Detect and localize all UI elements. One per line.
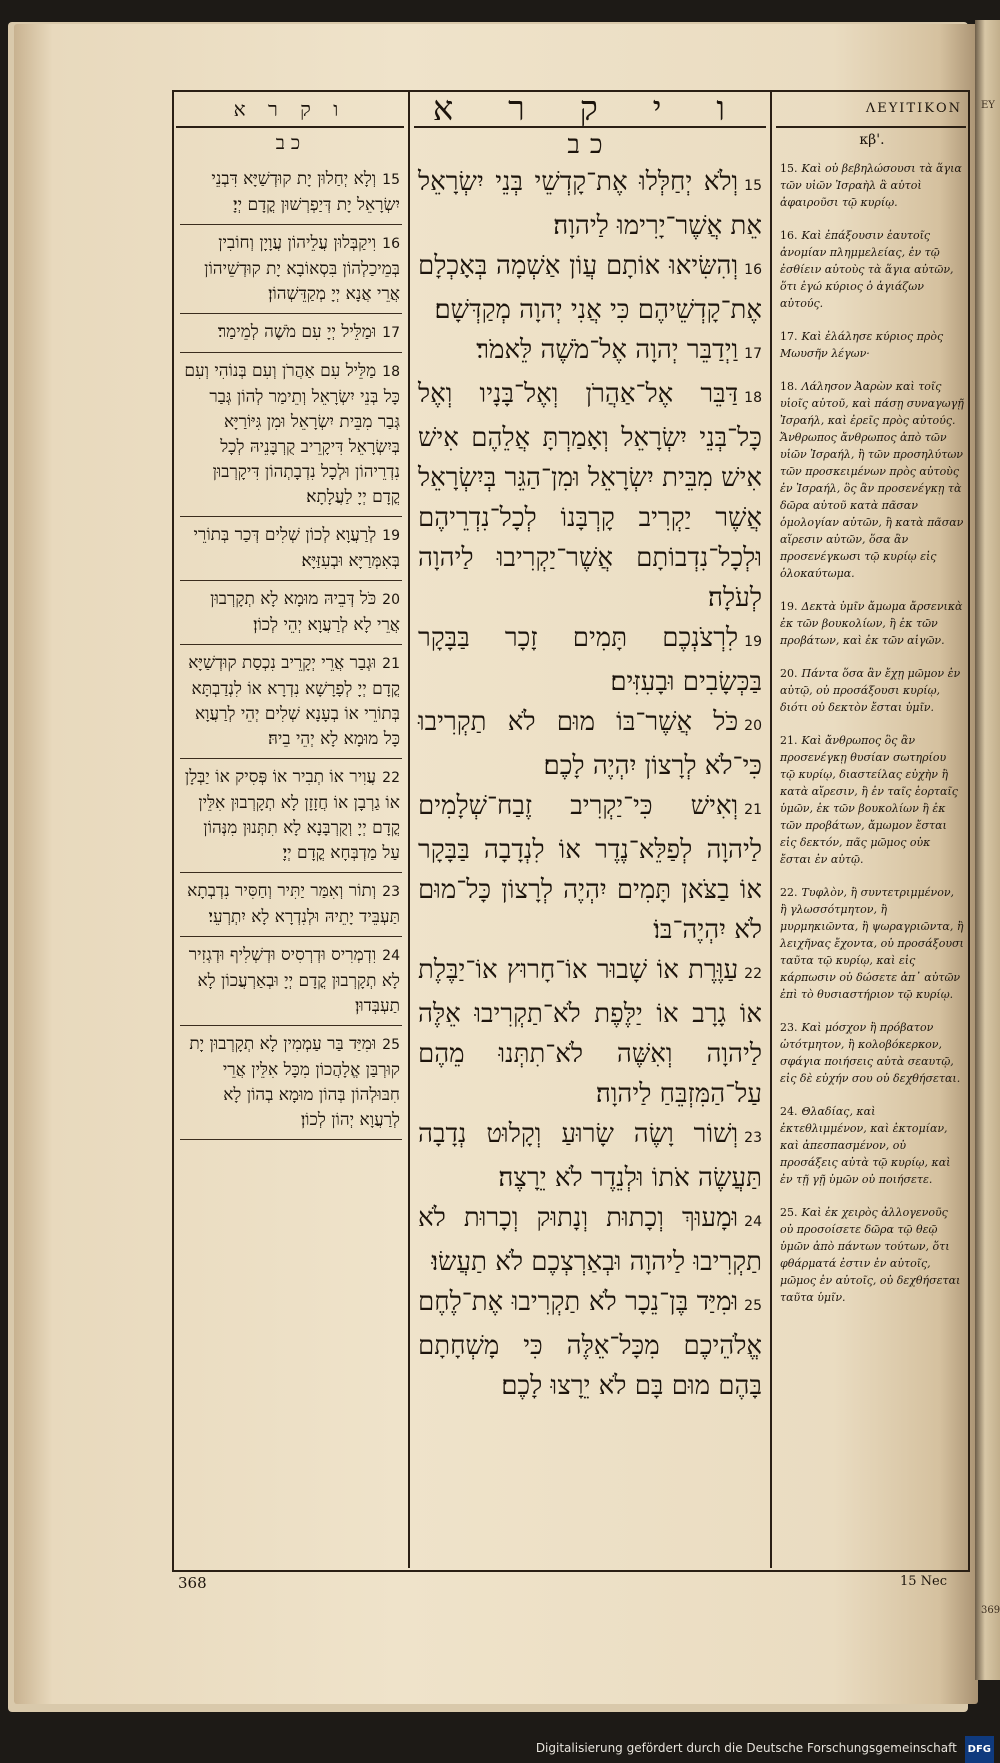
column-rule <box>408 92 410 1568</box>
verse-text: וְתוֹר וְאִמַּר יַתִּיר וְחַסִּיר נִדְבְתָא תַּעְבֵּיד יָתֵיהּ וּלְנִדְרָא לָא יִתְרְעֵי׃ <box>187 881 400 927</box>
verse-text: וְאִישׁ כִּי־יַקְרִיב זֶבַח־שְׁלָמִים לַיהוָה לְפַלֵּא־נֶדֶר אוֹ לִנְדָבָה בַּבָּקָר אוֹ בַצֹּאן תָּמִים יִהְיֶה לְרָצוֹן כָּל־מוּם לֹא יִהְיֶה־בּוֹ׃ <box>418 791 762 945</box>
verse-text: וּמִיַּד בֶּן־נֵכָר לֹא תַקְרִיבוּ אֶת־לֶחֶם אֱלֹהֵיכֶם מִכָּל־אֵלֶּה כִּי מָשְׁחָתָם בָּהֶם מוּם בָּם לֹא יֵרָצוּ לָכֶם׃ <box>418 1287 762 1401</box>
verse-text: וְשׁוֹר וָשֶׂה שָׂרוּעַ וְקָלוּט נְדָבָה תַּעֲשֶׂה אֹתוֹ וּלְנֵדֶר לֹא יֵרָצֶה׃ <box>418 1119 762 1193</box>
verse-number: 20 <box>382 592 400 608</box>
verse-number: 17. <box>780 330 798 343</box>
verse-number: 21 <box>744 802 762 818</box>
next-page-number: 369 <box>981 1605 1000 1616</box>
verse-number: 25 <box>382 1037 400 1053</box>
verse <box>780 322 964 372</box>
verse-number: 20 <box>744 718 762 734</box>
verse <box>180 581 402 645</box>
verse-text: וַיְדַבֵּר יְהוָה אֶל־מֹשֶׁה לֵּאמֹר׃ <box>476 335 739 365</box>
verse-number: 18 <box>382 364 400 380</box>
verse-text: וּגְבַר אֲרֵי יְקָרֵיב נִכְסַת קוּדְשַׁיָּא קֳדָם יְיָ לְפָרָשָׁא נִדְרָא אוֹ לִנְדַבְתָּא בְּתוֹרֵי אוֹ בְעָנָא שְׁלִים יְהֵי לְרַעֲוָא כָּל מוּמָא לָא יְהֵי בֵיהּ׃ <box>188 653 400 749</box>
verse-number: 24 <box>744 1214 762 1230</box>
targum-column <box>180 130 402 1140</box>
verse-text: כֹּל דְּבֵיהּ מוּמָא לָא תְקָרְבוּן אֲרֵי לָא לְרַעֲוָא יְהֵי לְכוֹן׃ <box>210 589 400 635</box>
verse-number: 16. <box>780 229 798 242</box>
verse-text: לִרְצֹנְכֶם תָּמִים זָכָר בַּבָּקָר בַּכְּשָׂבִים וּבָעִזִּים׃ <box>418 623 762 697</box>
verse <box>780 1198 964 1316</box>
verse <box>180 517 402 581</box>
verse-text: לְרַעֲוָא לְכוֹן שְׁלִים דְּכַר בְּתוֹרֵי בְּאִמְּרַיָּא וּבְעִזַּיָּא׃ <box>193 525 400 571</box>
verse-text: Καὶ ἄνθρωπος ὃς ἂν προσενέγκῃ θυσίαν σωτηρίου τῷ κυρίῳ, διαστείλας εὐχὴν ἢ κατὰ αἵρεσιν, ἢ ἐν ταῖς ἑορταῖς ὑμῶν, ἐκ τῶν βουκολίων ἢ ἐκ τῶν προβάτων, ἄμωμον ἔσται εἰς δεκτόν, πᾶς μῶμος οὐκ ἔσται ἐν αὐτῷ. <box>780 734 958 866</box>
verse-text: וְהִשִּׂיאוּ אוֹתָם עֲוֹן אַשְׁמָה בְּאָכְלָם אֶת־קָדְשֵׁיהֶם כִּי אֲנִי יְהוָה מְקַדְּשָׁם׃ <box>418 251 762 325</box>
verse <box>418 950 762 1114</box>
verse-number: 18 <box>744 390 762 406</box>
verse-text: Καὶ ἐλάλησε κύριος πρὸς Μωυσῆν λέγων· <box>780 330 944 360</box>
verse-text: עַוֶּרֶת אוֹ שָׁבוּר אוֹ־חָרוּץ אוֹ־יַבֶּלֶת אוֹ גָרָב אוֹ יַלֶּפֶת לֹא־תַקְרִיבוּ אֵלֶּה לַיהוָה וְאִשֶּׁה לֹא־תִתְּנוּ מֵהֶם עַל־הַמִּזְבֵּחַ לַיהוָה׃ <box>418 955 762 1109</box>
verse-number: 15 <box>382 172 400 188</box>
verse <box>418 618 762 702</box>
verse-text: Πάντα ὅσα ἂν ἔχῃ μῶμον ἐν αὐτῷ, οὐ προσάξουσι κυρίῳ, διότι οὐ δεκτὸν ἔσται ὑμῖν. <box>780 667 961 714</box>
verse-text: Καὶ οὐ βεβηλώσουσι τὰ ἅγια τῶν υἱῶν Ἰσραὴλ ἃ αὐτοὶ ἀφαιροῦσι τῷ κυρίῳ. <box>780 162 962 209</box>
targum-header: ו ק ר א <box>176 92 404 128</box>
dfg-logo: DFG <box>965 1736 994 1763</box>
verse <box>418 1198 762 1282</box>
verse <box>180 314 402 353</box>
verse-text: וּמַלֵּיל יְיָ עִם מֹשֶׁה לְמֵימַר׃ <box>217 322 377 342</box>
verse-text: וּמָעוּךְ וְכָתוּת וְנָתוּק וְכָרוּת לֹא תַקְרִיבוּ לַיהוָה וּבְאַרְצְכֶם לֹא תַעֲשׂוּ׃ <box>418 1203 762 1277</box>
verse-list <box>418 162 762 1406</box>
verse-number: 24 <box>382 948 400 964</box>
verse-number: 19 <box>382 528 400 544</box>
verse-number: 17 <box>744 346 762 362</box>
page-number: 368 <box>178 1574 207 1592</box>
verse <box>180 937 402 1026</box>
verse <box>418 786 762 950</box>
greek-header: ΛΕΥΙΤΙΚΟΝ <box>776 92 966 128</box>
verse-number: 21 <box>382 656 400 672</box>
verse-text: כֹּל אֲשֶׁר־בּוֹ מוּם לֹא תַקְרִיבוּ כִּי־לֹא לְרָצוֹן יִהְיֶה לָכֶם׃ <box>418 707 762 781</box>
verse <box>180 161 402 225</box>
verse-text: מַלֵּיל עִם אַהֲרֹן וְעִם בְּנוֹהִי וְעִם כָּל בְּנֵי יִשְׂרָאֵל וְתֵימַר לְהוֹן גְּבַר גְּבַר מִבֵּית יִשְׂרָאֵל וּמִן גִּיּוֹרַיָּא בְּיִשְׂרָאֵל דִּיקָרֵיב קֻרְבָּנֵיהּ לְכָל נִדְרֵיהוֹן וּלְכָל נִדְבָתְהוֹן דִּיקָרְבוּן קֳדָם יְיָ לַעֲלָתָא׃ <box>184 361 400 507</box>
verse-number: 19. <box>780 600 798 613</box>
verse-text: וּמִיַּד בַּר עַמְמִין לָא תְקָרְבוּן יָת קוּרְבַּן אֱלָהֲכוֹן מִכָּל אִלֵּין אֲרֵי חִבּוּלְהוֹן בְּהוֹן מוּמָא בְהוֹן לָא לְרַעֲוָא יְהוֹן לְכוֹן׃ <box>189 1034 400 1130</box>
verse <box>180 225 402 314</box>
verse <box>180 1026 402 1140</box>
verse-text: Καὶ ἐπάξουσιν ἑαυτοῖς ἀνομίαν πλημμελείας, ἐν τῷ ἐσθίειν αὐτοὺς τὰ ἅγια αὐτῶν, ὅτι ἐγώ κύριος ὁ ἁγιάζων αὐτούς. <box>780 229 954 310</box>
verse <box>418 330 762 374</box>
verse <box>418 1114 762 1198</box>
verse <box>780 1013 964 1097</box>
next-page-edge <box>975 20 1000 1680</box>
verse-text: Δεκτὰ ὑμῖν ἄμωμα ἄρσενικὰ ἐκ τῶν βουκολίων, ἢ ἐκ τῶν προβάτων, καὶ ἐκ τῶν αἰγῶν. <box>780 600 963 647</box>
verse-number: 23 <box>744 1130 762 1146</box>
verse-text: דַּבֵּר אֶל־אַהֲרֹן וְאֶל־בָּנָיו וְאֶל כָּל־בְּנֵי יִשְׂרָאֵל וְאָמַרְתָּ אֲלֵהֶם אִישׁ אִישׁ מִבֵּית יִשְׂרָאֵל וּמִן־הַגֵּר בְּיִשְׂרָאֵל אֲשֶׁר יַקְרִיב קָרְבָּנוֹ לְכָל־נִדְרֵיהֶם וּלְכָל־נִדְבוֹתָם אֲשֶׁר־יַקְרִיבוּ לַיהוָה לְעֹלָה׃ <box>418 379 762 613</box>
verse-list <box>780 154 964 1316</box>
verse-list <box>180 161 402 1140</box>
verse-text: וְלָא יְחַלוּן יָת קוּדְשַׁיָּא דִּבְנֵי יִשְׂרָאֵל יָת דְּיַפְרְשׁוּן קֳדָם יְיָ׃ <box>211 169 400 215</box>
chapter-number: κβ'. <box>859 132 885 148</box>
verse <box>418 246 762 330</box>
verse <box>780 1097 964 1198</box>
verse <box>780 659 964 726</box>
verse-number: 21. <box>780 734 798 747</box>
verse <box>180 353 402 517</box>
verse <box>180 873 402 937</box>
verse-text: וְלֹא יְחַלְּלוּ אֶת־קָדְשֵׁי בְּנֵי יִשְׂרָאֵל אֵת אֲשֶׁר־יָרִימוּ לַיהוָה׃ <box>418 167 762 241</box>
verse <box>780 154 964 221</box>
verse-text: Καὶ ἐκ χειρὸς ἀλλογενοῦς οὐ προσοίσετε δῶρα τῷ θεῷ ὑμῶν ἀπὸ πάντων τούτων, ὅτι φθάρματά ἐστιν ἐν αὐτοῖς, μῶμος ἐν αὐτοῖς, οὐ δεχθήσεται ταῦτα ὑμῖν. <box>780 1206 961 1304</box>
verse-text: עֲוִיר אוֹ תְבִיר אוֹ פְּסִיק אוֹ יַבְּלָן אוֹ גַרְבָן אוֹ חֲזָזָן לָא תְקָרְבוּן אִלֵּין קֳדָם יְיָ וְקֻרְבָּנָא לָא תִתְּנוּן מִנְּהוֹן עַל מַדְבְּחָא קֳדָם יְיָ׃ <box>184 767 400 863</box>
verse <box>780 592 964 659</box>
verse-text: וִדְמְרִיס וּדְרְסִיס וּדְשְׁלִיף וּדְגְזִיר לָא תְקָרְבוּן קֳדָם יְיָ וּבְאַרְעֲכוֹן לָא תַעְבְּדוּן׃ <box>188 945 400 1016</box>
verse-text: Καὶ μόσχον ἢ πρόβατον ὠτότμητον, ἢ κολοβόκερκον, σφάγια ποιήσεις αὐτὰ σεαυτῷ, εἰς δὲ εὐχήν σου οὐ δεχθήσεται. <box>780 1021 961 1085</box>
verse-number: 22 <box>744 966 762 982</box>
verse-number: 25. <box>780 1206 798 1219</box>
verse-number: 24. <box>780 1105 798 1118</box>
verse-number: 25 <box>744 1298 762 1314</box>
verse-number: 16 <box>382 236 400 252</box>
hebrew-column <box>418 130 762 1406</box>
footer-text: Digitalisierung gefördert durch die Deutsche Forschungsgemeinschaft <box>535 1741 957 1755</box>
verse <box>418 162 762 246</box>
verse-text: Θλαδίας, καὶ ἐκτεθλιμμένον, καὶ ἐκτομίαν, καὶ ἀπεσπασμένον, οὐ προσάξεις αὐτὰ τῷ κυρίῳ, καὶ ἐν τῇ γῇ ὑμῶν οὐ ποιήσετε. <box>780 1105 951 1186</box>
chapter-number: כב <box>275 132 307 154</box>
verse <box>180 759 402 873</box>
verse <box>418 1282 762 1406</box>
verse <box>780 726 964 878</box>
verse <box>780 878 964 1013</box>
verse-number: 19 <box>744 634 762 650</box>
verse-number: 23. <box>780 1021 798 1034</box>
verse-text: Τυφλὸν, ἢ συντετριμμένον, ἢ γλωσσότμητον, ἢ μυρμηκιῶντα, ἢ ψωραγριῶντα, ἢ λειχῆνας ἔχοντα, οὐ προσάξουσι ταῦτα τῷ κυρίῳ, καὶ εἰς κάρπωσιν οὐ δώσετε ἀπ᾿ αὐτῶν ἐπὶ τὸ θυσιαστήριον τῷ κυρίῳ. <box>780 886 964 1001</box>
verse-number: 20. <box>780 667 798 680</box>
greek-column <box>780 130 964 1316</box>
verse <box>780 221 964 322</box>
verse <box>418 702 762 786</box>
verse-number: 23 <box>382 884 400 900</box>
chapter-number: כב <box>567 130 613 160</box>
verse-number: 22. <box>780 886 798 899</box>
verse-number: 15 <box>744 178 762 194</box>
verse-number: 22 <box>382 770 400 786</box>
verse-number: 18. <box>780 380 798 393</box>
catchword: 15 Nec <box>900 1574 948 1589</box>
verse-text: וִיקַבְּלוּן עֲלֵיהוֹן עֲוָיָן וְחוֹבִין בְּמֵיכַלְהוֹן בִּסְאוֹבָא יָת קוּדְשֵׁיהוֹן אֲרֵי אֲנָא יְיָ מְקַדֵּשְׁהוֹן׃ <box>204 233 400 304</box>
verse-number: 17 <box>382 325 400 341</box>
digitization-footer <box>0 1736 1000 1761</box>
hebrew-header: ו י ק ר א <box>414 92 766 128</box>
verse-number: 16 <box>744 262 762 278</box>
verse <box>180 645 402 759</box>
column-rule <box>770 92 772 1568</box>
verse-number: 15. <box>780 162 798 175</box>
next-page-header-fragment: ΕΥ <box>981 100 995 111</box>
verse <box>418 374 762 618</box>
verse <box>780 372 964 592</box>
verse-text: Λάλησον Ἀαρὼν καὶ τοῖς υἱοῖς αὐτοῦ, καὶ πάσῃ συναγωγῇ Ἰσραήλ, καὶ ἐρεῖς πρὸς αὐτούς. Ἄνθρωπος ἄνθρωπος ἀπὸ τῶν υἱῶν Ἰσραήλ, ἢ τῶν προσηλύτων τῶν προσκειμένων πρὸς αὐτοὺς ἐν Ἰσραήλ, ὃς ἂν προσενέγκῃ τὰ δῶρα αὐτοῦ κατὰ πᾶσαν ὁμολογίαν αὐτῶν, ἢ κατὰ πᾶσαν αἵρεσιν αὐτῶν, ὅσα ἂν προσενέγκωσι τῷ κυρίῳ εἰς ὁλοκαύτωμα. <box>780 380 964 580</box>
